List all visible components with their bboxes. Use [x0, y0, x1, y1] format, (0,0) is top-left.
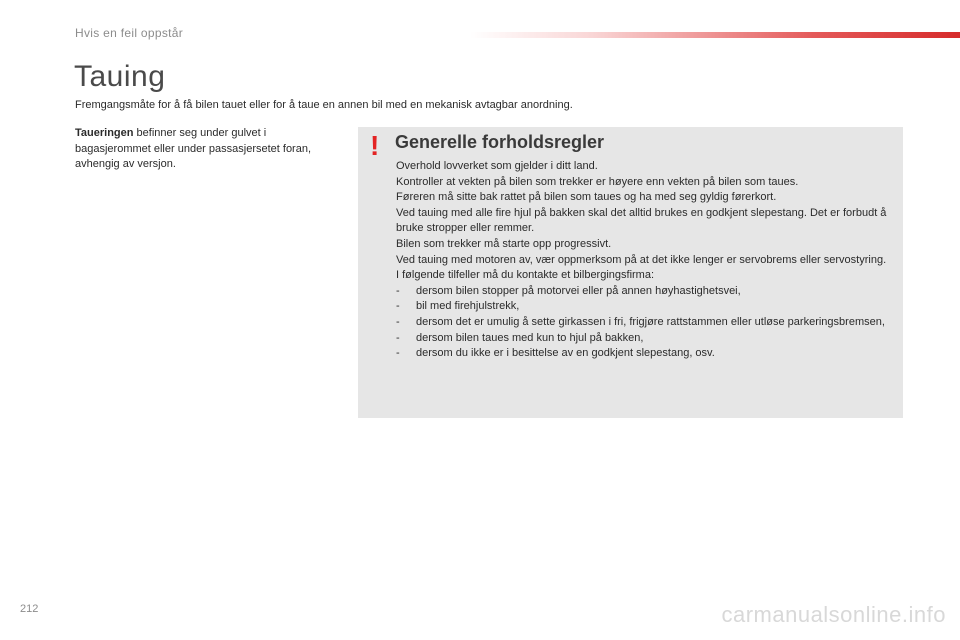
warning-paragraph: Ved tauing med motoren av, vær oppmerksom på at det ikke lenger er servobrems eller servostyring. — [396, 253, 887, 266]
warning-paragraph: Bilen som trekker må starte opp progressivt. — [396, 237, 612, 250]
list-item — [396, 346, 896, 362]
warning-body — [396, 159, 896, 362]
bullet-dash: - — [396, 331, 400, 344]
list-item — [396, 315, 896, 331]
list-item — [396, 331, 896, 347]
list-item-text: dersom bilen stopper på motorvei eller på annen høyhastighetsvei, — [416, 284, 741, 297]
intro-text: Fremgangsmåte for å få bilen tauet eller for å taue en annen bil med en mekanisk avtagbar anordning. — [75, 99, 573, 111]
list-item — [396, 284, 896, 300]
warning-paragraph: I følgende tilfeller må du kontakte et bilbergingsfirma: — [396, 269, 655, 282]
page-title: Tauing — [74, 60, 166, 93]
list-item — [396, 299, 896, 315]
towing-eye-location-text — [75, 126, 315, 173]
list-item-text: bil med firehjulstrekk, — [416, 300, 520, 313]
watermark: carmanualsonline.info — [721, 602, 946, 627]
towing-eye-description: befinner seg under gulvet i bagasjerommet eller under passasjersetet foran, avhengig av versjon. — [75, 127, 312, 170]
towing-eye-label: Taueringen — [75, 127, 134, 139]
exclamation-icon: ! — [370, 130, 380, 161]
warning-box — [358, 127, 903, 418]
list-item-text: dersom bilen taues med kun to hjul på bakken, — [416, 331, 644, 344]
bullet-dash: - — [396, 300, 400, 313]
bullet-dash: - — [396, 284, 400, 297]
header-accent-bar — [470, 32, 960, 38]
list-item-text: dersom det er umulig å sette girkassen i fri, frigjøre rattstammen eller utløse parkeringsbremsen, — [416, 315, 885, 328]
bullet-dash: - — [396, 315, 400, 328]
warning-paragraph: Kontroller at vekten på bilen som trekker er høyere enn vekten på bilen som taues. — [396, 175, 799, 188]
warning-bullet-list — [396, 284, 896, 362]
warning-paragraph: Ved tauing med alle fire hjul på bakken skal det alltid brukes en godkjent slepestang. Det er forbudt å bruke stropper eller remmer. — [396, 206, 887, 235]
warning-title: Generelle forholdsregler — [395, 132, 605, 152]
warning-paragraph: Føreren må sitte bak rattet på bilen som taues og ha med seg gyldig førerkort. — [396, 191, 777, 204]
page-number: 212 — [20, 603, 39, 615]
warning-paragraph: Overhold lovverket som gjelder i ditt land. — [396, 160, 598, 172]
list-item-text: dersom du ikke er i besittelse av en godkjent slepestang, osv. — [416, 347, 715, 360]
section-header-title: Hvis en feil oppstår — [75, 26, 184, 40]
bullet-dash: - — [396, 347, 400, 360]
